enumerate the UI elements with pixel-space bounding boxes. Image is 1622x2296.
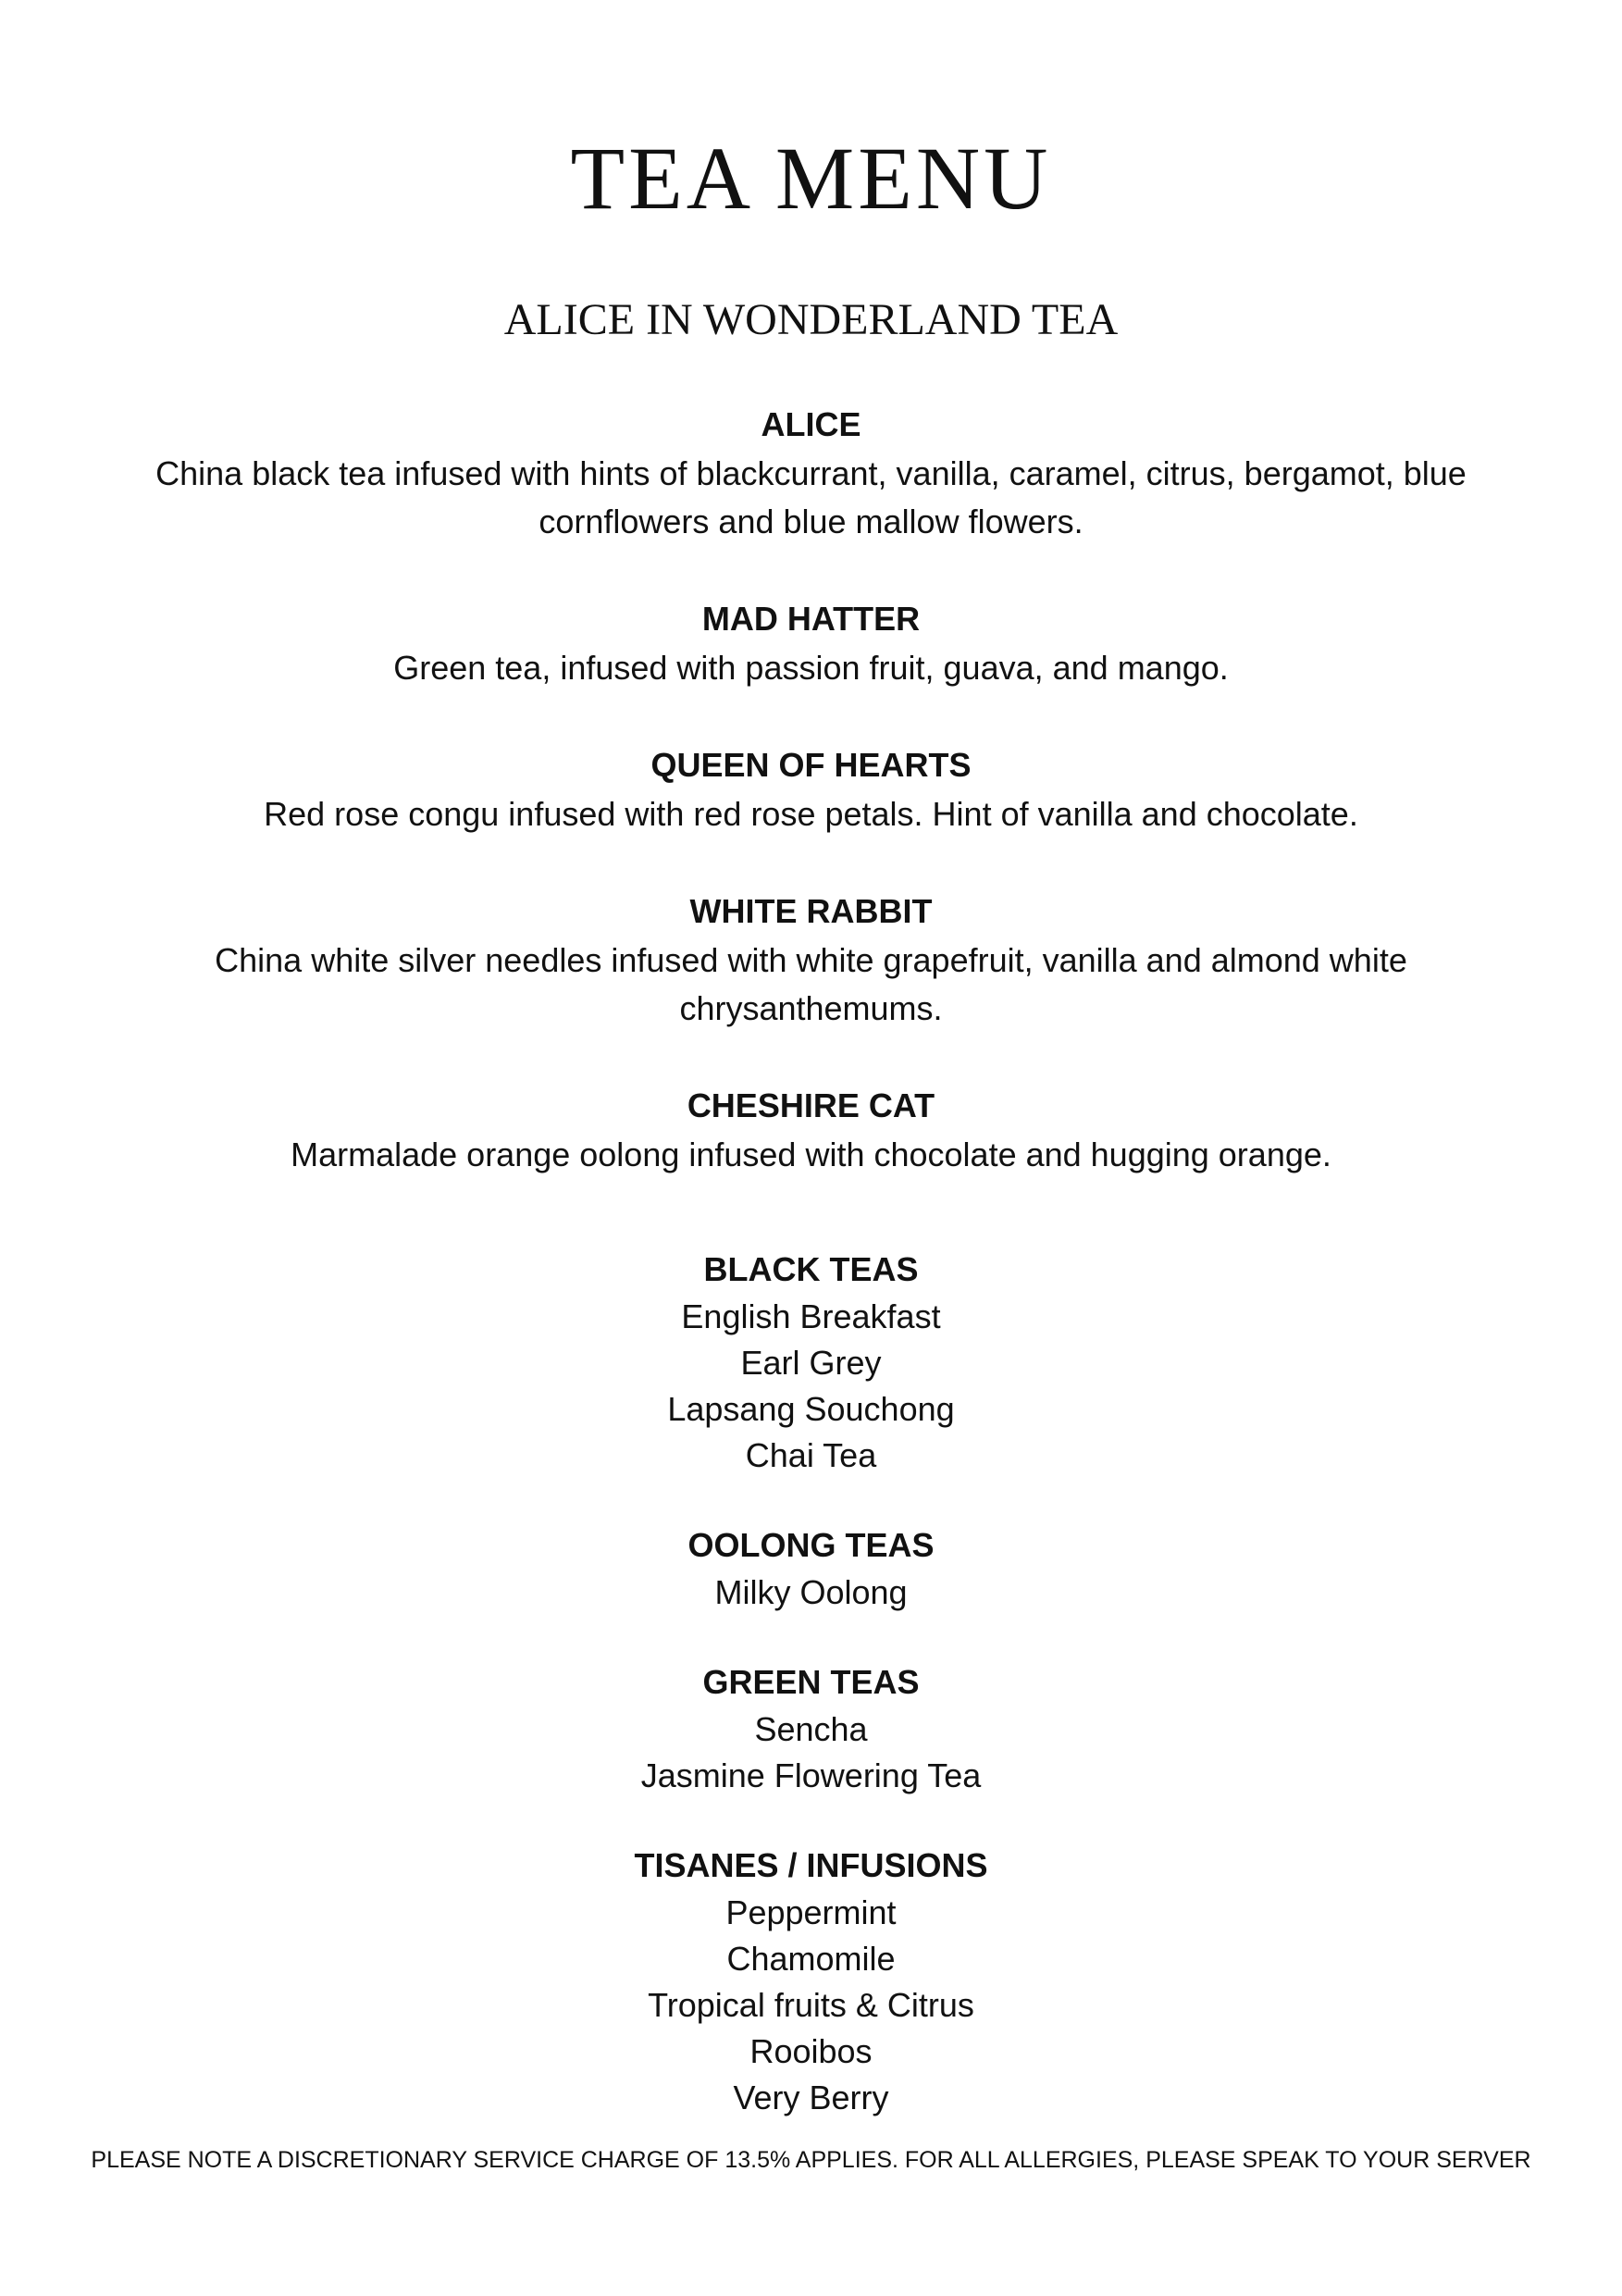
footer-note: PLEASE NOTE A DISCRETIONARY SERVICE CHARGE OF 13.5% APPLIES. FOR ALL ALLERGIES, PLEASE SPEAK TO YOUR SERVER (91, 2147, 1531, 2173)
category-heading: BLACK TEAS (703, 1250, 919, 1288)
category-heading: OOLONG TEAS (687, 1526, 935, 1564)
tea-description: Red rose congu infused with red rose petals. Hint of vanilla and chocolate. (264, 795, 1358, 833)
tea-description: China black tea infused with hints of blackcurrant, vanilla, caramel, citrus, bergamot, blue cornflowers and blue mallow flowers. (155, 454, 1467, 540)
list-item: Lapsang Souchong (667, 1390, 955, 1428)
specials-list (111, 400, 1511, 1227)
tea-name: WHITE RABBIT (689, 892, 933, 930)
tea-name: ALICE (761, 405, 861, 443)
tea-categories (0, 1246, 1622, 2164)
page-title: TEA MENU (570, 129, 1052, 228)
list-item: Milky Oolong (714, 1573, 908, 1611)
list-item: Chamomile (726, 1940, 896, 1978)
category-tisanes-infusions (0, 1842, 1622, 2121)
tea-name: MAD HATTER (701, 600, 921, 638)
category-black-teas (0, 1246, 1622, 1479)
list-item: Rooibos (749, 2032, 873, 2070)
tea-description: Marmalade orange oolong infused with chocolate and hugging orange. (291, 1136, 1331, 1173)
special-tea-item (111, 740, 1511, 838)
list-item: Chai Tea (745, 1436, 877, 1474)
list-item: Peppermint (725, 1893, 897, 1931)
tea-description: Green tea, infused with passion fruit, guava, and mango. (393, 649, 1229, 687)
tea-description: China white silver needles infused with white grapefruit, vanilla and almond white chrysanthemums. (215, 941, 1407, 1027)
list-item: Tropical fruits & Citrus (648, 1986, 974, 2024)
list-item: Sencha (754, 1710, 868, 1748)
category-heading: GREEN TEAS (702, 1663, 920, 1701)
special-tea-item (111, 1081, 1511, 1179)
list-item: English Breakfast (681, 1297, 941, 1335)
category-oolong-teas (0, 1521, 1622, 1616)
special-tea-item (111, 594, 1511, 692)
section-title: ALICE IN WONDERLAND TEA (503, 295, 1119, 344)
tea-name: QUEEN OF HEARTS (650, 746, 972, 784)
category-heading: TISANES / INFUSIONS (634, 1846, 988, 1884)
special-tea-item (111, 400, 1511, 546)
tea-name: CHESHIRE CAT (687, 1086, 935, 1124)
special-tea-item (111, 887, 1511, 1033)
list-item: Very Berry (733, 2079, 889, 2116)
category-green-teas (0, 1658, 1622, 1799)
list-item: Jasmine Flowering Tea (640, 1756, 982, 1794)
list-item: Earl Grey (740, 1344, 882, 1382)
